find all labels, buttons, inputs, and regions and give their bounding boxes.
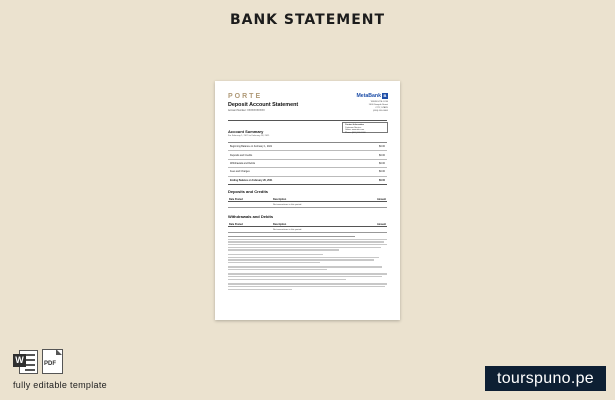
- bank-address-line: (000) 000-0000: [373, 110, 388, 112]
- summary-label: Beginning Balance on February 1, 2021: [230, 145, 273, 149]
- document-title: Deposit Account Statement: [228, 102, 299, 108]
- table-row: [228, 227, 387, 233]
- summary-row: [228, 151, 387, 159]
- pdf-document-icon: [42, 349, 62, 373]
- summary-value: $0.00: [379, 170, 385, 174]
- contact-info-box: [342, 122, 388, 133]
- fine-print-line: [228, 266, 382, 267]
- summary-label: Deposits and Credits: [230, 153, 253, 157]
- fine-print-line: [228, 254, 323, 255]
- contact-line: Phone: (000) 000-0000: [345, 131, 366, 134]
- word-document-icon: [13, 349, 37, 373]
- fine-print-line: [228, 257, 379, 258]
- summary-row: [228, 160, 387, 168]
- account-number: Account Number: XXXXXXXXXXX: [228, 109, 265, 112]
- account-summary-period: For February 1, 2021 to February 28, 2021: [228, 135, 270, 137]
- fine-print-line: [228, 289, 292, 290]
- contact-title: Contact Information: [345, 124, 364, 126]
- fine-print-line: [228, 283, 387, 284]
- bank-address-line: 1000 Sample Street: [368, 104, 388, 106]
- template-caption: fully editable template: [13, 380, 107, 390]
- withdrawals-table: [228, 222, 387, 233]
- site-badge[interactable]: tourspuno.pe: [485, 366, 606, 391]
- column-header: Description: [273, 197, 287, 201]
- column-header: Date Posted: [229, 197, 243, 201]
- contact-line: Customer Service:: [345, 126, 362, 129]
- statement-document: [215, 81, 400, 320]
- column-header: Description: [273, 222, 287, 226]
- summary-total-row: [228, 177, 387, 185]
- column-header: Amount: [376, 197, 386, 201]
- bank-logo-icon: B: [383, 93, 387, 98]
- word-letter: W: [13, 354, 26, 367]
- bank-address-line: WWW.SITE.COM: [370, 101, 388, 103]
- account-summary-title: Account Summary: [228, 129, 264, 134]
- fine-print-line: [228, 247, 381, 248]
- cell-description: No transactions in this period.: [273, 228, 302, 231]
- pdf-label: PDF: [44, 361, 56, 367]
- fine-print-line: [228, 239, 387, 240]
- table-row: [228, 202, 387, 208]
- bank-logo: [356, 93, 388, 99]
- fine-print-line: [228, 244, 387, 245]
- fine-print-line: [228, 236, 355, 237]
- summary-value: $0.00: [379, 178, 385, 182]
- fine-print-line: [228, 269, 327, 270]
- fine-print-line: [228, 279, 346, 280]
- deposits-table: [228, 197, 387, 208]
- summary-label: Withdrawals and Debits: [230, 161, 256, 165]
- summary-value: $0.00: [379, 145, 385, 149]
- deposits-title: Deposits and Credits: [228, 189, 269, 194]
- fine-print-line: [228, 259, 374, 260]
- fine-print-line: [228, 273, 387, 274]
- header-divider: [228, 120, 387, 121]
- bank-address-line: CITY, STATE: [375, 107, 388, 109]
- summary-label: Fees and Charges: [230, 170, 250, 174]
- file-format-icons: [13, 349, 62, 373]
- bank-address: [338, 101, 388, 113]
- withdrawals-title: Withdrawals and Debits: [228, 214, 274, 219]
- fine-print-line: [228, 249, 339, 250]
- summary-row: [228, 143, 387, 151]
- column-header: Amount: [376, 222, 386, 226]
- fine-print-line: [228, 276, 382, 277]
- summary-value: $0.00: [379, 161, 385, 165]
- column-header: Date Posted: [229, 222, 243, 226]
- summary-label: Ending Balance on February 28, 2021: [230, 178, 273, 182]
- page-headline: BANK STATEMENT: [229, 12, 386, 28]
- brand-logo: PORTE: [228, 93, 263, 100]
- bank-name: MetaBank: [356, 93, 381, 99]
- fine-print-line: [228, 241, 384, 242]
- summary-value: $0.00: [379, 153, 385, 157]
- fine-print: [228, 236, 387, 291]
- fine-print-line: [228, 262, 320, 263]
- cell-description: No transactions in this period.: [273, 203, 302, 206]
- fine-print-line: [228, 286, 385, 287]
- contact-line: Online: www.site.com: [345, 129, 365, 132]
- account-summary-table: [228, 142, 387, 185]
- summary-row: [228, 168, 387, 176]
